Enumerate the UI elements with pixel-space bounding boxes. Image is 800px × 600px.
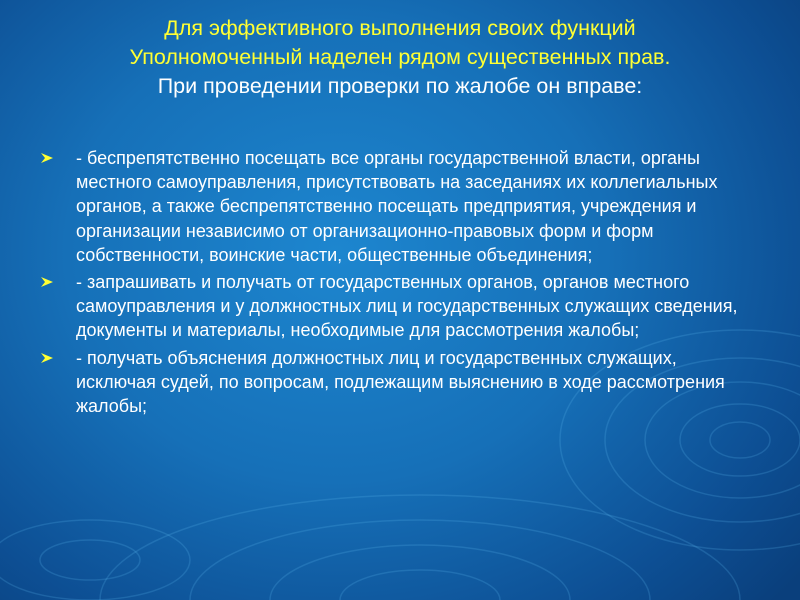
list-item bbox=[40, 346, 760, 419]
list-item-text: - беспрепятственно посещать все органы государственной власти, органы местного самоуправления, присутствовать на заседаниях их коллегиальных органов, а также беспрепятственно посещать предприятия, учреждения и организации независимо от организационно-правовых форм и форм собственности, воинские части, общественные объединения; bbox=[76, 148, 718, 265]
arrow-bullet-icon bbox=[40, 276, 54, 288]
rights-list bbox=[40, 146, 760, 421]
list-item bbox=[40, 270, 760, 343]
title-line-1: Для эффективного выполнения своих функций bbox=[164, 16, 636, 40]
list-item-text: - запрашивать и получать от государственных органов, органов местного самоуправления и у должностных лиц и государственных служащих сведения, документы и материалы, необходимые для рассмотрения жалобы; bbox=[76, 272, 738, 341]
list-item bbox=[40, 146, 760, 267]
arrow-bullet-icon bbox=[40, 152, 54, 164]
arrow-bullet-icon bbox=[40, 352, 54, 364]
list-item-text: - получать объяснения должностных лиц и государственных служащих, исключая судей, по вопросам, подлежащим выяснению в ходе рассмотрения жалобы; bbox=[76, 347, 725, 417]
title-line-2: Уполномоченный наделен рядом существенных прав. bbox=[129, 45, 671, 69]
slide-title bbox=[30, 14, 770, 101]
title-line-3: При проведении проверки по жалобе он вправе: bbox=[157, 74, 643, 98]
